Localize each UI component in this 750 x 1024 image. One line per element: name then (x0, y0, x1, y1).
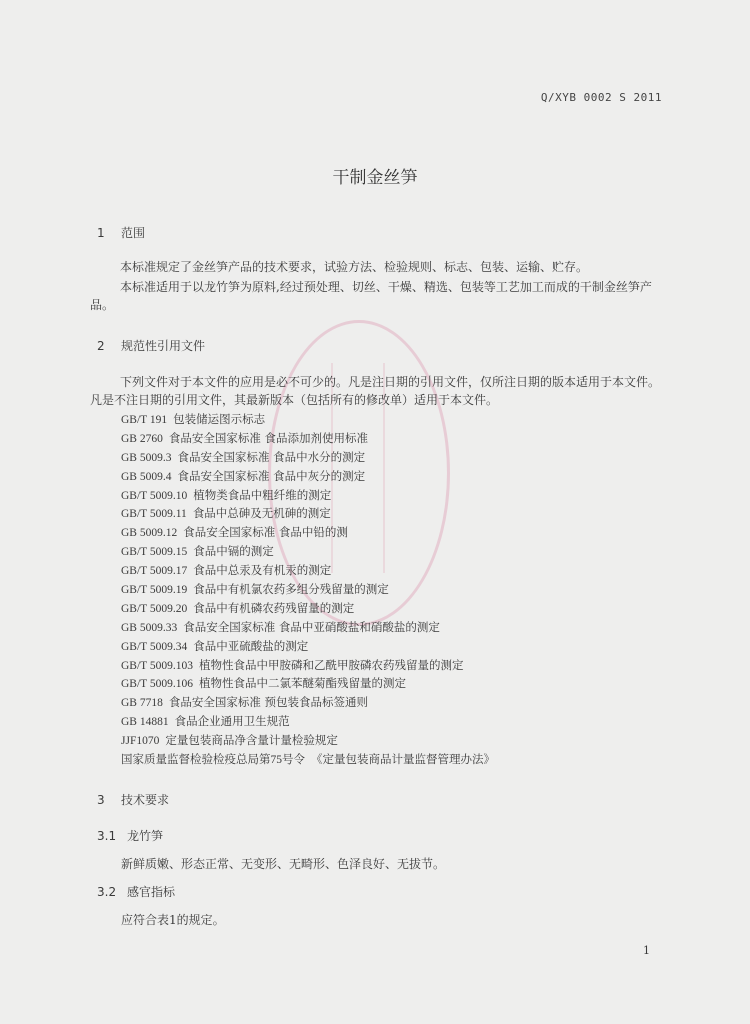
reference-name: 定量包装商品净含量计量检验规定 (165, 733, 338, 748)
reference-code: GB 7718 (121, 697, 163, 710)
section-1-heading: 1 范围 (97, 226, 146, 240)
reference-name: 食品安全国家标准 食品中灰分的测定 (177, 468, 366, 483)
reference-code: GB 5009.12 (121, 527, 178, 540)
reference-name: 食品中亚硫酸盐的测定 (193, 638, 309, 653)
reference-item (121, 448, 495, 467)
reference-code: GB 5009.3 (121, 451, 172, 464)
reference-item (121, 410, 495, 429)
reference-item (121, 523, 495, 542)
reference-code: GB/T 5009.106 (121, 678, 193, 691)
reference-name: 食品安全国家标准 食品中铅的测 (183, 525, 348, 540)
reference-code: GB/T 5009.10 (121, 489, 188, 502)
normative-intro: 下列文件对于本文件的应用是必不可少的。凡是注日期的引用文件，仅所注日期的版本适用于本文件。凡是不注日期的引用文件，其最新版本（包括所有的修改单）适用于本文件。 (90, 375, 661, 407)
reference-item (121, 637, 495, 656)
section-3-1-text: 新鲜质嫩、形态正常、无变形、无畸形、色泽良好、无拔节。 (121, 857, 446, 871)
reference-name: 食品中有机磷农药残留量的测定 (193, 600, 355, 615)
reference-code: GB 5009.4 (121, 470, 172, 483)
reference-code: GB/T 5009.34 (121, 640, 188, 653)
section-3-2-heading: 3.2 感官指标 (97, 885, 176, 899)
reference-name: 食品安全国家标准 食品中水分的测定 (177, 449, 366, 464)
reference-code: GB/T 5009.19 (121, 584, 188, 597)
reference-item (121, 693, 495, 712)
reference-item (121, 712, 495, 731)
section-3-2-text: 应符合表1的规定。 (121, 913, 225, 927)
reference-code: GB/T 5009.20 (121, 602, 188, 615)
reference-name: 食品中总汞及有机汞的测定 (193, 563, 332, 578)
reference-item (121, 656, 495, 675)
scope-paragraph-1: 本标准规定了金丝笋产品的技术要求，试验方法、检验规则、标志、包装、运输、贮存。 (120, 260, 589, 274)
document-title: 干制金丝笋 (332, 168, 418, 188)
reference-code: GB 14881 (121, 716, 169, 729)
reference-item (121, 674, 495, 693)
reference-name: 植物类食品中粗纤维的测定 (193, 487, 332, 502)
reference-code: 国家质量监督检验检疫总局第75号令 (121, 754, 305, 767)
section-3-1-heading: 3.1 龙竹笋 (97, 829, 164, 843)
reference-code: GB/T 5009.11 (121, 508, 187, 521)
reference-name: 食品中有机氯农药多组分残留量的测定 (193, 582, 389, 597)
reference-code: GB 2760 (121, 432, 163, 445)
reference-item (121, 750, 495, 769)
reference-name: 食品中镉的测定 (193, 544, 274, 559)
reference-item (121, 618, 495, 637)
reference-name: 包装储运图示标志 (173, 412, 266, 426)
reference-name: 食品安全国家标准 食品添加剂使用标准 (168, 430, 369, 445)
reference-name: 植物性食品中甲胺磷和乙酰甲胺磷农药残留量的测定 (199, 657, 464, 672)
reference-item (121, 486, 495, 505)
page-number: 1 (643, 944, 650, 957)
reference-name: 食品中总砷及无机砷的测定 (192, 506, 331, 521)
reference-item (121, 599, 495, 618)
reference-code: GB/T 5009.15 (121, 546, 188, 559)
section-2-heading: 2 规范性引用文件 (97, 339, 206, 353)
scope-paragraph-2: 本标准适用于以龙竹笋为原料,经过预处理、切丝、干燥、精选、包装等工艺加工而成的干制金丝笋产品。 (90, 280, 652, 312)
reference-name: 食品企业通用卫生规范 (174, 714, 290, 729)
reference-name: 《定量包装商品计量监督管理办法》 (311, 752, 495, 767)
reference-item (121, 504, 495, 523)
reference-name: 植物性食品中二氯苯醚菊酯残留量的测定 (199, 676, 406, 691)
section-3-heading: 3 技术要求 (97, 793, 170, 807)
reference-code: GB/T 5009.17 (121, 565, 188, 578)
reference-name: 食品安全国家标准 预包装食品标签通则 (168, 695, 369, 710)
reference-code: GB/T 5009.103 (121, 659, 193, 672)
reference-list (121, 410, 495, 769)
reference-item (121, 561, 495, 580)
reference-item (121, 467, 495, 486)
reference-item (121, 731, 495, 750)
reference-code: JJF1070 (121, 735, 160, 748)
reference-name: 食品安全国家标准 食品中亚硝酸盐和硝酸盐的测定 (183, 619, 440, 634)
reference-code: GB 5009.33 (121, 621, 178, 634)
reference-code: GB/T 191 (121, 414, 168, 426)
document-code: Q/XYB 0002 S 2011 (540, 91, 662, 104)
reference-item (121, 580, 495, 599)
reference-item (121, 542, 495, 561)
reference-item (121, 429, 495, 448)
